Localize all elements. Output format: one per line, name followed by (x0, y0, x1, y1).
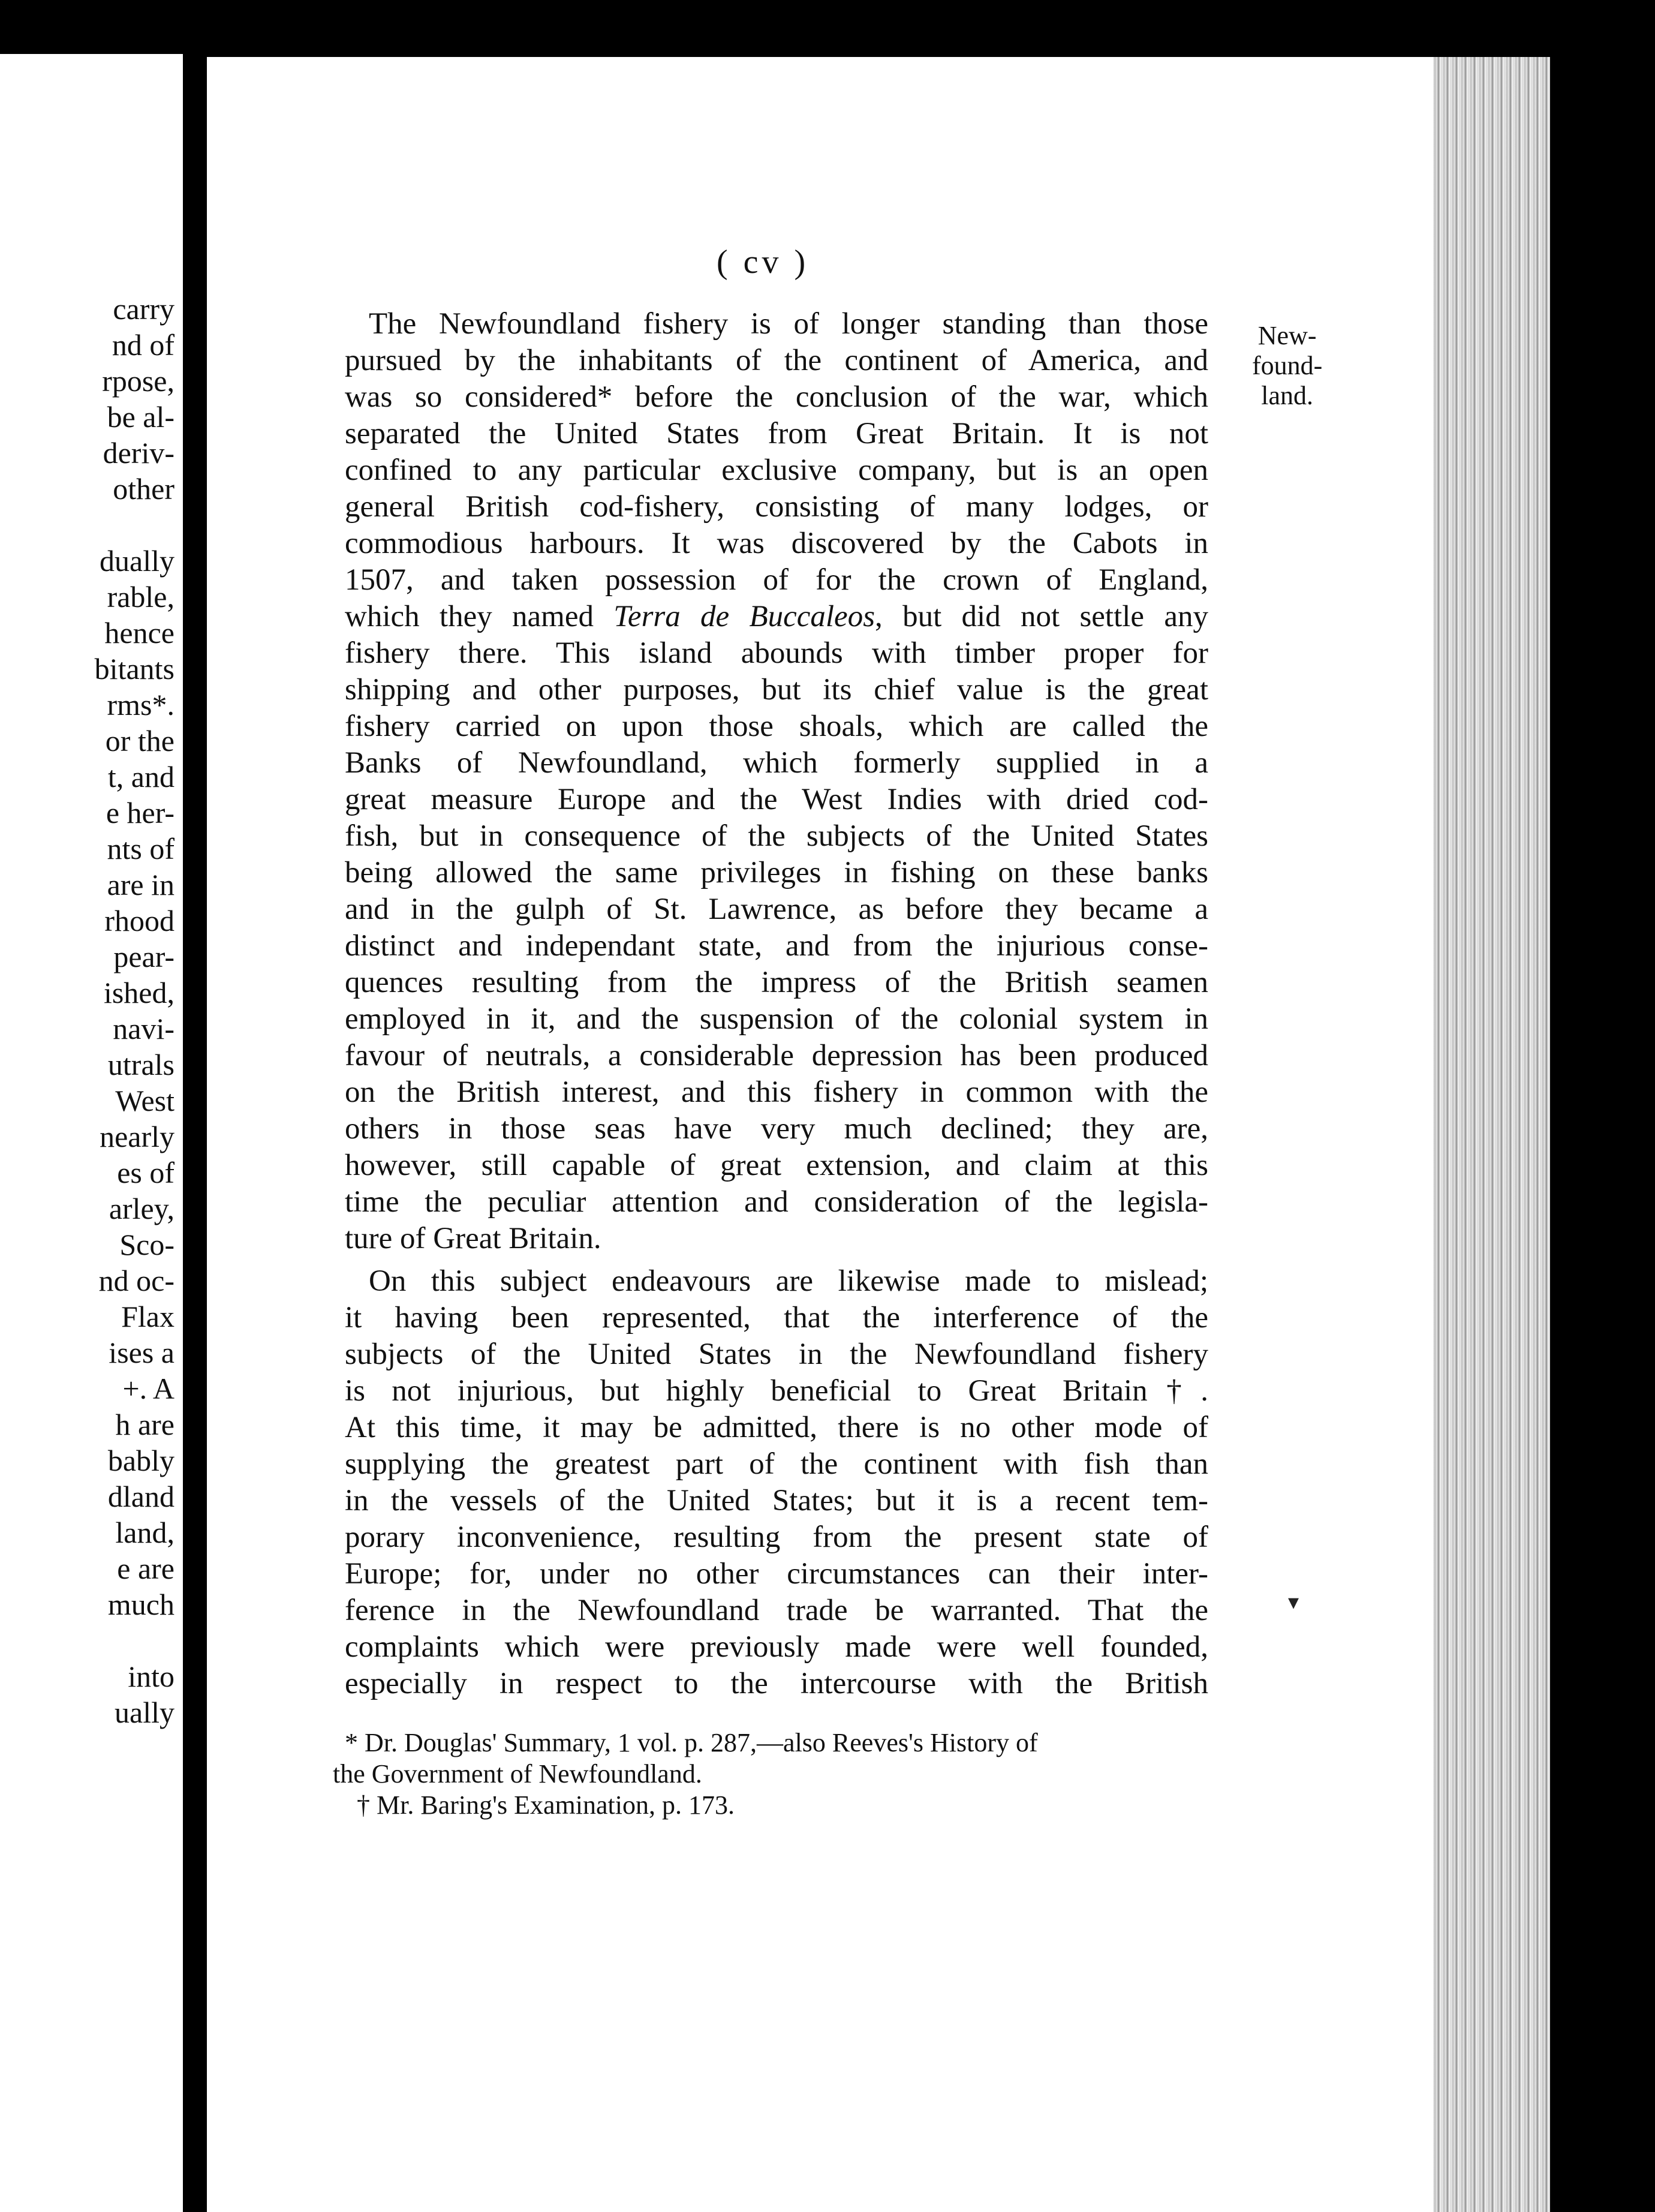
paragraph-1 (345, 306, 1208, 1257)
left-page-line: nd of (112, 328, 174, 362)
text-line: porary inconvenience, resulting from the present state of (345, 1520, 1208, 1554)
text-line: and in the gulph of St. Lawrence, as before they became a (345, 892, 1208, 926)
text-line: being allowed the same privileges in fishing on these banks (345, 856, 1208, 889)
footnote-line: * Dr. Douglas' Summary, 1 vol. p. 287,—also Reeves's History of (345, 1728, 1038, 1757)
left-page-line: land, (115, 1516, 174, 1549)
text-line: which they named Terra de Buccaleos, but did not settle any (345, 600, 1208, 633)
text-line: general British cod-fishery, consisting of many lodges, or (345, 490, 1208, 524)
page-number: ( cv ) (717, 244, 810, 281)
text-line: 1507, and taken possession of for the crown of England, (345, 563, 1208, 597)
left-page-line: dland (107, 1480, 174, 1513)
page-fore-edge (1433, 57, 1550, 2212)
text-line: distinct and independant state, and from the injurious conse- (345, 929, 1208, 963)
text-line: however, still capable of great extension, and claim at this (345, 1149, 1208, 1182)
text-line: Banks of Newfoundland, which formerly supplied in a (345, 746, 1208, 780)
margin-note-line: New- (1257, 321, 1317, 350)
left-page-line: rable, (107, 580, 174, 614)
left-page-line: rpose, (102, 364, 174, 398)
left-page-line: West (115, 1084, 174, 1117)
text-line: on the British interest, and this fishery in common with the (345, 1075, 1208, 1109)
left-page-line: ished, (103, 976, 174, 1009)
stray-mark-icon: ▾ (1288, 1590, 1299, 1614)
text-line: in the vessels of the United States; but it is a recent tem- (345, 1484, 1208, 1517)
left-page-line: nts of (107, 832, 174, 865)
left-page-line: ually (115, 1696, 174, 1729)
footnote-line: the Government of Newfoundland. (333, 1759, 702, 1789)
left-page-line: bitants (94, 652, 174, 686)
left-page-line: deriv- (103, 436, 174, 470)
left-page-line: e her- (106, 796, 174, 830)
footnotes (333, 1727, 1208, 1821)
text-line: fishery there. This island abounds with timber proper for (345, 636, 1208, 670)
text-line: Europe; for, under no other circumstances can their inter- (345, 1557, 1208, 1591)
text-line: great measure Europe and the West Indies with dried cod- (345, 783, 1208, 816)
text-line: ture of Great Britain. (345, 1222, 601, 1255)
left-page-line: or the (105, 724, 174, 758)
book-gutter (183, 0, 207, 2212)
italic-name: Terra de Buccaleos (613, 600, 875, 633)
left-page-line: rms*. (107, 688, 174, 722)
left-page-line: into (128, 1660, 174, 1693)
text-line: fishery carried on upon those shoals, which are called the (345, 710, 1208, 743)
text-line: pursued by the inhabitants of the continent of America, and (345, 344, 1208, 377)
text-line: At this time, it may be admitted, there is no other mode of (345, 1411, 1208, 1444)
text-line: favour of neutrals, a considerable depression has been produced (345, 1039, 1208, 1072)
text-line: subjects of the United States in the Newfoundland fishery (345, 1338, 1208, 1371)
left-page-line: are in (107, 868, 174, 901)
text-line: was so considered* before the conclusion of the war, which (345, 380, 1208, 414)
text-line: separated the United States from Great Britain. It is not (345, 417, 1208, 450)
margin-note (1252, 321, 1322, 411)
left-page-line: hence (104, 616, 174, 650)
left-page-line: es of (117, 1156, 174, 1189)
text-line: others in those seas have very much declined; they are, (345, 1112, 1208, 1146)
text-line: it having been represented, that the interference of the (345, 1301, 1208, 1335)
text-line: fish, but in consequence of the subjects of the United States (345, 819, 1208, 853)
text-line: shipping and other purposes, but its chief value is the great (345, 673, 1208, 707)
margin-note-line: land. (1261, 381, 1314, 410)
left-page-line: arley, (109, 1192, 174, 1225)
left-page-line: rhood (104, 904, 174, 937)
left-page-line: nd oc- (98, 1264, 174, 1297)
left-page-line: carry (113, 292, 174, 326)
left-page-line: +. A (122, 1372, 174, 1405)
text-line: complaints which were previously made were well founded, (345, 1630, 1208, 1664)
left-page-line: bably (107, 1444, 174, 1477)
edge-shadow (1550, 57, 1655, 2212)
left-page-line: navi- (113, 1012, 174, 1045)
left-page-line: e are (117, 1552, 174, 1585)
left-page-line: other (113, 472, 174, 506)
left-page-line: ises a (109, 1336, 174, 1369)
text-line: employed in it, and the suspension of the colonial system in (345, 1002, 1208, 1036)
left-page-line: utrals (107, 1048, 174, 1081)
left-page-fragment (0, 54, 183, 2212)
body-text (345, 306, 1208, 1702)
left-page-line: Sco- (119, 1228, 174, 1261)
left-page-line: be al- (107, 400, 174, 434)
footnote-line: † Mr. Baring's Examination, p. 173. (357, 1790, 735, 1820)
paragraph-2 (345, 1263, 1208, 1702)
left-page-line: dually (100, 544, 174, 578)
text-line: especially in respect to the intercourse with the British (345, 1667, 1208, 1700)
text-line: confined to any particular exclusive company, but is an open (345, 453, 1208, 487)
left-page-line: nearly (100, 1120, 174, 1153)
left-page-line: t, and (107, 760, 174, 794)
text-line: is not injurious, but highly beneficial to Great Britain†. (345, 1374, 1208, 1408)
text-line: The Newfoundland fishery is of longer standing than those (369, 307, 1208, 341)
margin-note-line: found- (1252, 351, 1323, 380)
text-line: quences resulting from the impress of the British seamen (345, 966, 1208, 999)
left-page-line: h are (115, 1408, 174, 1441)
text-line: commodious harbours. It was discovered by the Cabots in (345, 527, 1208, 560)
text-line: time the peculiar attention and consideration of the legisla- (345, 1185, 1208, 1219)
text-line: On this subject endeavours are likewise made to mislead; (369, 1264, 1208, 1298)
text-line: supplying the greatest part of the continent with fish than (345, 1447, 1208, 1481)
left-page-line: pear- (113, 940, 174, 973)
left-page-line: much (107, 1588, 174, 1621)
text-line: ference in the Newfoundland trade be warranted. That the (345, 1594, 1208, 1627)
left-page-line: Flax (121, 1300, 174, 1333)
